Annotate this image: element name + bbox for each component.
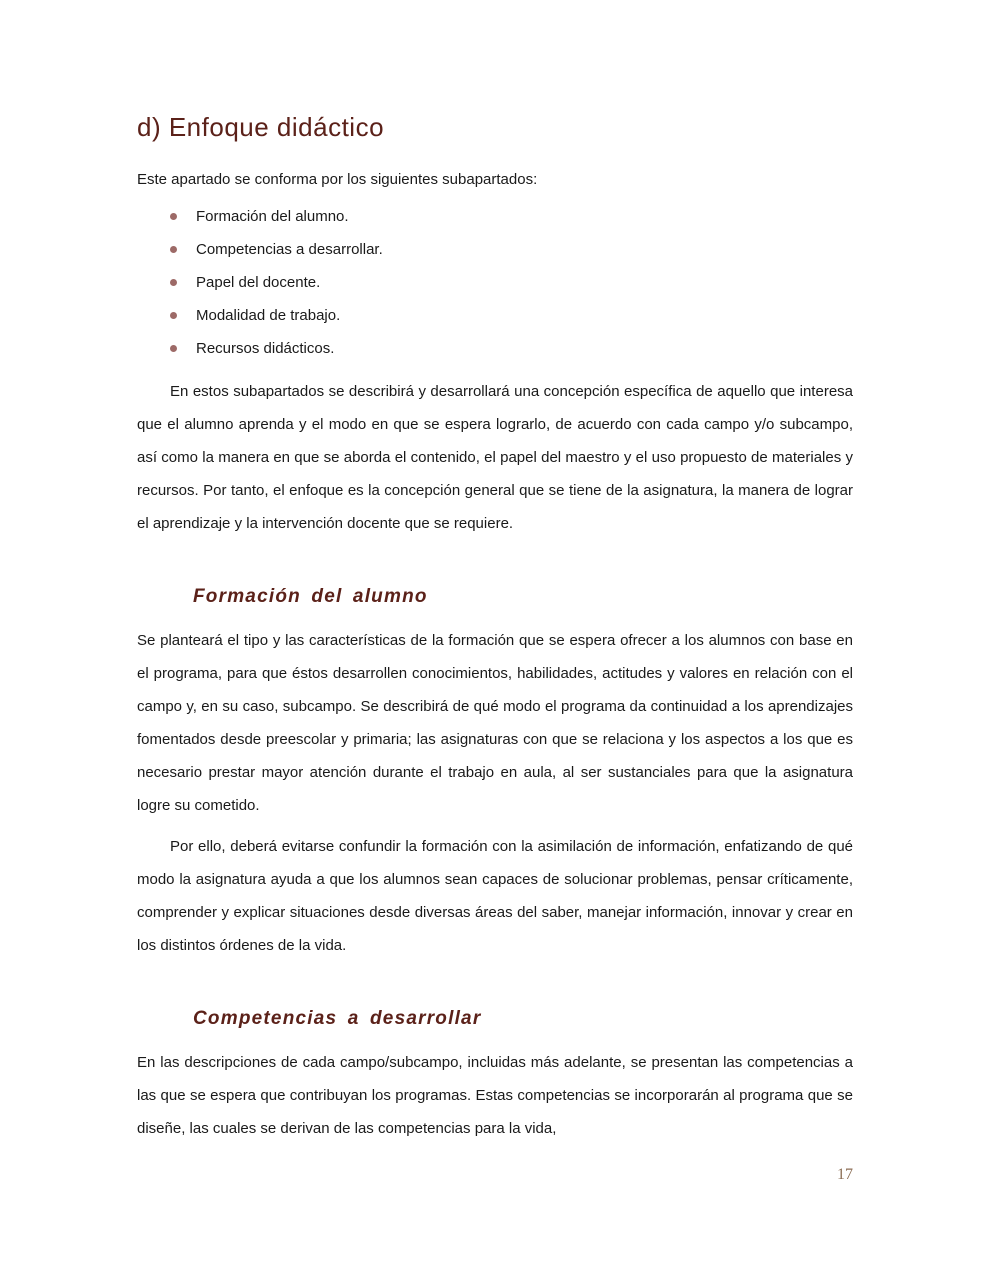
subsection-heading-formacion-del-alumno: Formación del alumno (193, 586, 428, 607)
list-item (137, 233, 853, 266)
list-item-label: Formación del alumno. (196, 208, 349, 225)
bullet-icon (170, 279, 177, 286)
bullet-icon (170, 312, 177, 319)
subsections-list (137, 200, 853, 365)
list-item (137, 299, 853, 332)
intro-text: Este apartado se conforma por los siguientes subapartados: (137, 171, 538, 188)
paragraph-overview: En estos subapartados se describirá y desarrollará una concepción específica de aquello que interesa que el alumno aprenda y el modo en que se espera lograrlo, de acuerdo con cada campo y/o subcampo, así como la manera en que se aborda el contenido, el papel del maestro y el uso propuesto de materiales y recursos. Por tanto, el enfoque es la concepción general que se tiene de la asignatura, la manera de lograr el aprendizaje y la intervención docente que se requiere. (137, 383, 853, 532)
list-item (137, 332, 853, 365)
list-item-label: Competencias a desarrollar. (196, 241, 383, 258)
page-number: 17 (837, 1166, 853, 1183)
list-item-label: Recursos didácticos. (196, 340, 335, 357)
list-item (137, 200, 853, 233)
list-item-label: Papel del docente. (196, 274, 321, 291)
bullet-icon (170, 246, 177, 253)
paragraph-competencias-1: En las descripciones de cada campo/subcampo, incluidas más adelante, se presentan las competencias a las que se espera que contribuyan los programas. Estas competencias se incorporarán al programa que se diseñe, las cuales se derivan de las competencias para la vida, (137, 1054, 853, 1137)
list-item-label: Modalidad de trabajo. (196, 307, 341, 324)
page-title: d) Enfoque didáctico (137, 112, 385, 142)
bullet-icon (170, 345, 177, 352)
paragraph-formacion-1: Se planteará el tipo y las características de la formación que se espera ofrecer a los alumnos con base en el programa, para que éstos desarrollen conocimientos, habilidades, actitudes y valores en relación con el campo y, en su caso, subcampo. Se describirá de qué modo el programa da continuidad a los aprendizajes fomentados desde preescolar y primaria; las asignaturas con que se relaciona y los aspectos a los que es necesario prestar mayor atención durante el trabajo en aula, al ser sustanciales para que la asignatura logre su cometido. (137, 632, 853, 814)
list-item (137, 266, 853, 299)
paragraph-formacion-2: Por ello, deberá evitarse confundir la formación con la asimilación de información, enfatizando de qué modo la asignatura ayuda a que los alumnos sean capaces de solucionar problemas, pensar críticamente, comprender y explicar situaciones desde diversas áreas del saber, manejar información, innovar y crear en los distintos órdenes de la vida. (137, 838, 853, 954)
subsection-heading-competencias: Competencias a desarrollar (193, 1008, 482, 1029)
bullet-icon (170, 213, 177, 220)
